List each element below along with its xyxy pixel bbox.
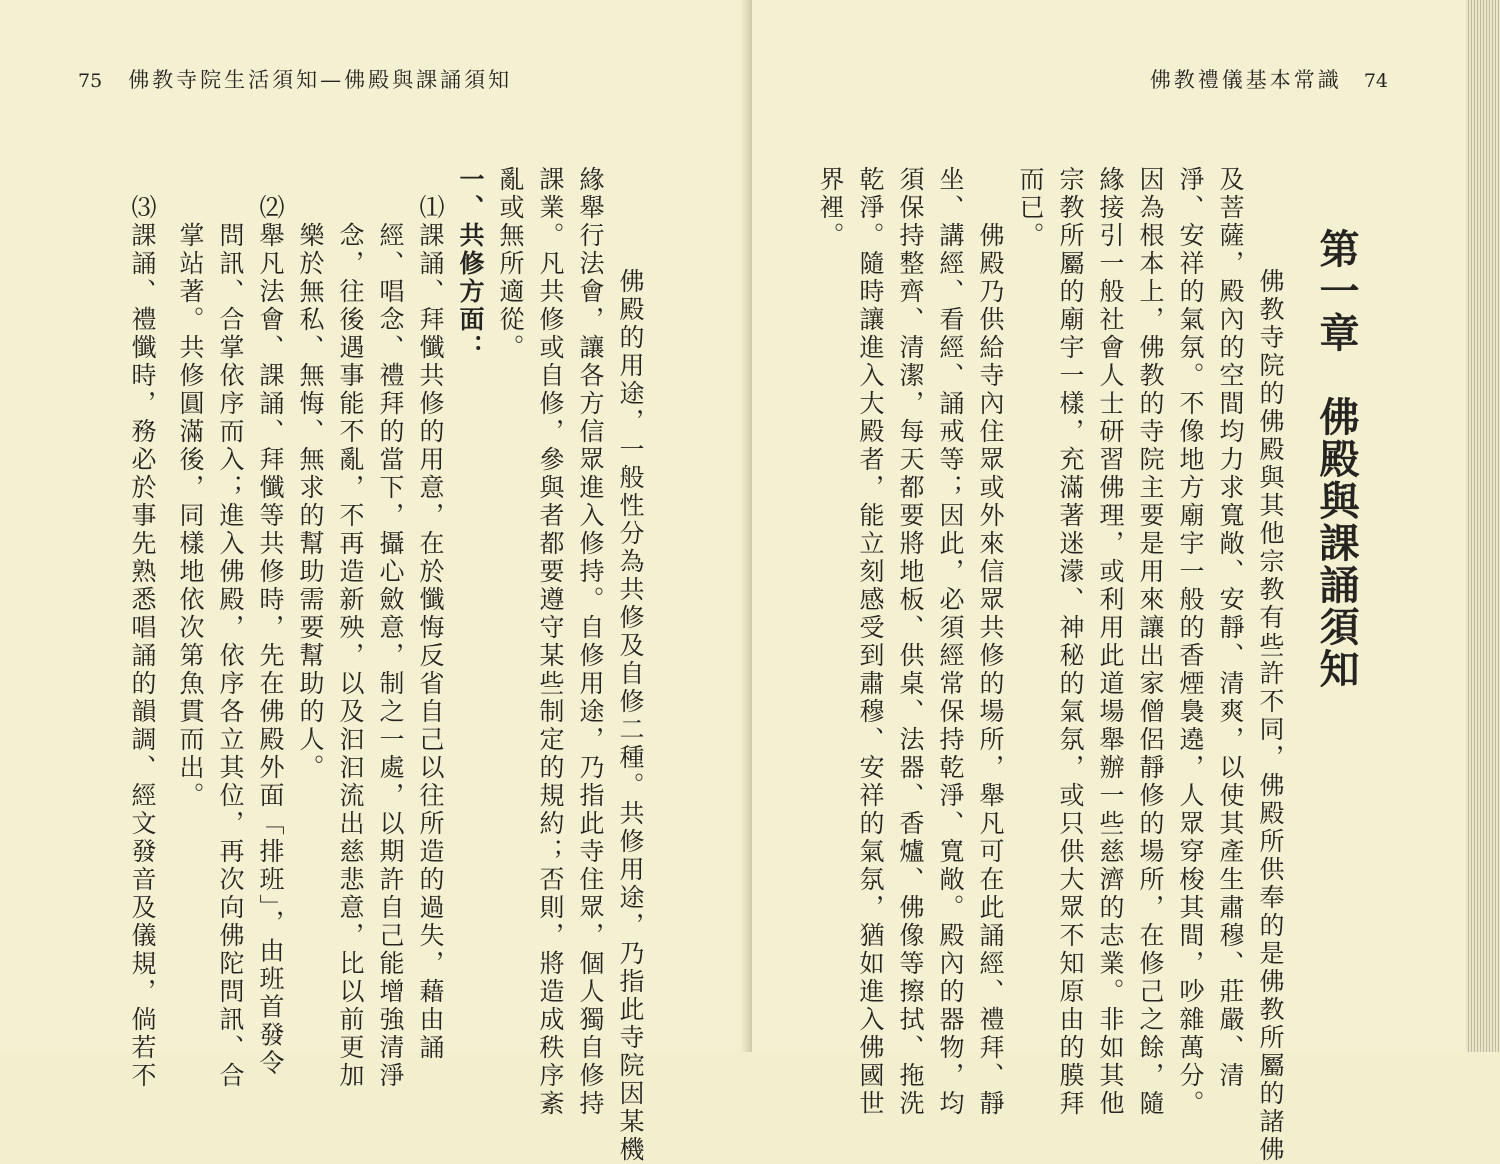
right-text-column: 淨、安祥的氣氛。不像地方廟宇一般的香煙裊遶，人眾穿梭其間，吵雜萬分。 [1176,166,1205,1118]
chapter-label: 第一章 [1313,228,1359,354]
right-running-head [1150,64,1388,94]
left-text-column: 經、唱念、禮拜的當下，攝心斂意，制之一處，以期許自己能增強清淨 [376,166,405,1090]
page-edges [1466,0,1500,1052]
left-text-column: ⑶課誦、禮懺時，務必於事先熟悉唱誦的韻調、經文發音及儀規，倘若不 [128,166,157,1090]
right-text-column: 界裡。 [816,166,845,250]
right-text-column: 而已。 [1016,166,1045,250]
chapter-heading [1308,228,1365,690]
left-text-column: 念，往後遇事能不亂，不再造新殃，以及汩汩流出慈悲意，比以前更加 [336,166,365,1090]
left-text-column: ⑵舉凡法會、課誦、拜懺等共修時，先在佛殿外面「排班」，由班首發令 [256,166,285,1078]
right-text-column: 坐、講經、看經、誦戒等；因此，必須經常保持乾淨、寬敞。殿內的器物，均 [936,166,965,1118]
section-heading: 一、共修方面： [456,166,485,362]
left-text-column: 緣舉行法會，讓各方信眾進入修持。自修用途，乃指此寺住眾，個人獨自修持 [576,166,605,1118]
left-text-column: 問訊、合掌依序而入；進入佛殿，依序各立其位，再次向佛陀問訊、合 [216,166,245,1090]
right-text-column: 須保持整齊、清潔，每天都要將地板、供桌、法器、香爐、佛像等擦拭、拖洗 [896,166,925,1118]
right-text-column: 及菩薩，殿內的空間均力求寬敞、安靜、清爽，以使其產生肅穆、莊嚴、清 [1216,166,1245,1090]
left-text-column: 課業。凡共修或自修，參與者都要遵守某些制定的規約；否則，將造成秩序紊 [536,166,565,1118]
right-text-column: 佛殿乃供給寺內住眾或外來信眾共修的場所，舉凡可在此誦經、禮拜、靜 [976,166,1005,1118]
left-text-column: 樂於無私、無悔、無求的幫助需要幫助的人。 [296,166,325,782]
left-text-column: ⑴課誦、拜懺共修的用意，在於懺悔反省自己以往所造的過失，藉由誦 [416,166,445,1062]
left-running-head-title: 佛教寺院生活須知—佛殿與課誦須知 [128,68,513,92]
left-text-column: 掌站著。共修圓滿後，同樣地依次第魚貫而出。 [176,166,205,810]
right-text-column: 因為根本上，佛教的寺院主要是用來讓出家僧侶靜修的場所，在修己之餘，隨 [1136,166,1165,1118]
right-text-column: 乾淨。隨時讓進入大殿者，能立刻感受到肅穆、安祥的氣氛，猶如進入佛國世 [856,166,885,1118]
left-text-column: 佛殿的用途，一般性分為共修及自修二種。共修用途，乃指此寺院因某機 [616,212,645,1164]
left-text-column: 亂或無所適從。 [496,166,525,362]
right-page-number: 74 [1363,70,1388,92]
chapter-title: 佛殿與課誦須知 [1313,396,1359,690]
right-text-column: 緣接引一般社會人士研習佛理，或利用此道場舉辦一些慈濟的志業。非如其他 [1096,166,1125,1118]
left-page-number: 75 [78,70,103,92]
left-page [0,0,748,1164]
right-running-head-title: 佛教禮儀基本常識 [1149,68,1342,92]
left-running-head [78,64,512,94]
right-text-column: 宗教所屬的廟宇一樣，充滿著迷濛、神秘的氣氛，或只供大眾不知原由的膜拜 [1056,166,1085,1118]
right-text-column: 佛教寺院的佛殿與其他宗教有些許不同，佛殿所供奉的是佛教所屬的諸佛 [1256,212,1285,1164]
